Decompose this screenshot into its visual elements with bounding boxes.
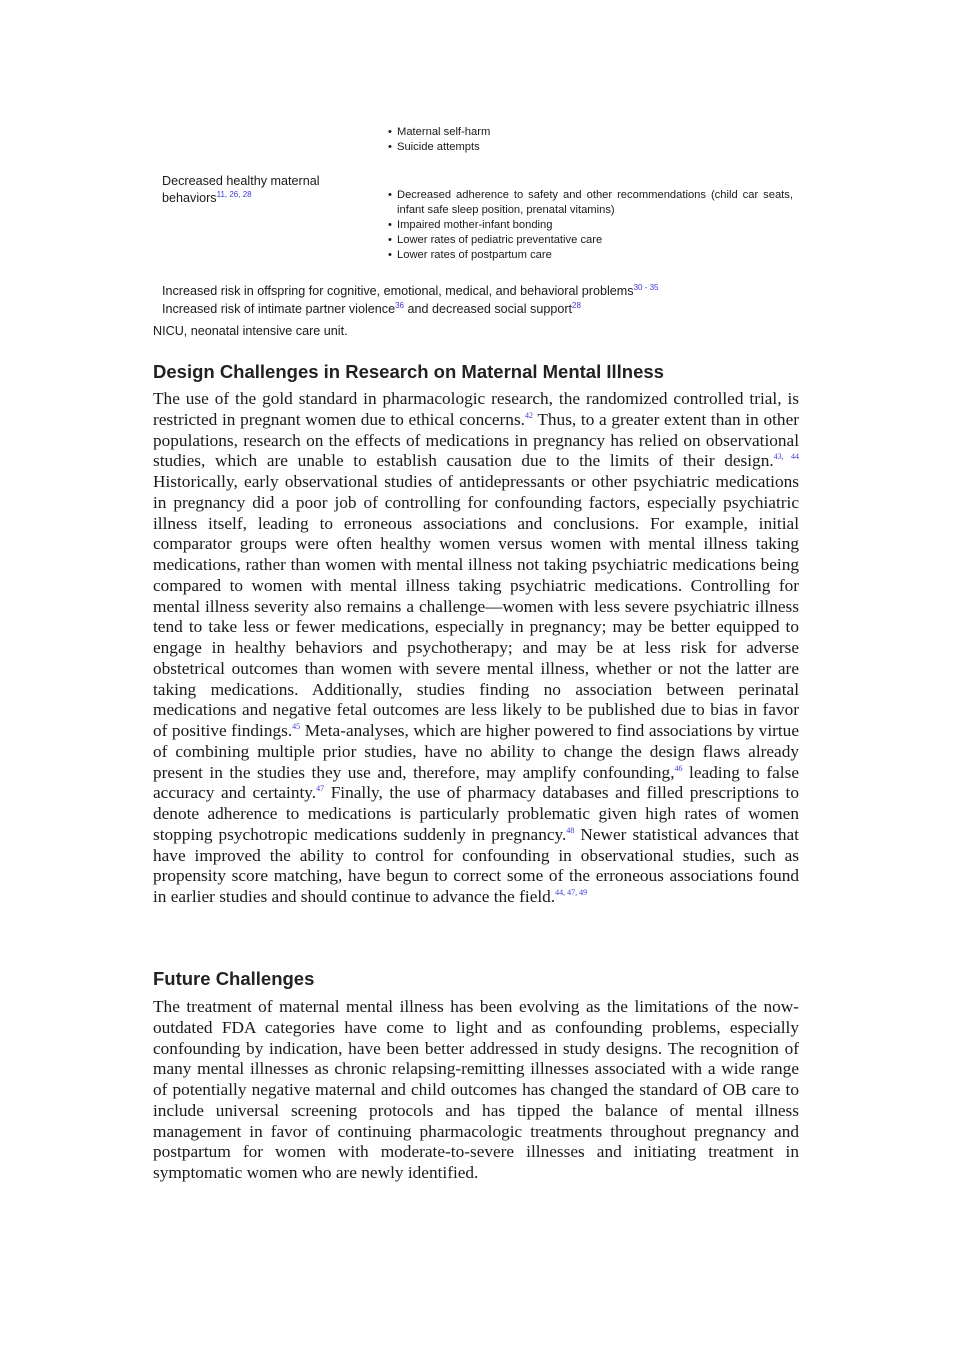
bullet-adherence: • Decreased adherence to safety and other recommendations (child car seats, infant safe sleep position, prenatal vitamins) [388, 188, 793, 218]
section-heading-future-challenges: Future Challenges [153, 968, 315, 989]
text-seg-5: leading to false accuracy and certainty. [153, 762, 799, 803]
section-heading-design-challenges: Design Challenges in Research on Maternal Mental Illness [153, 361, 664, 382]
table-footnote: NICU, neonatal intensive care unit. [153, 324, 348, 338]
row-offspring-risk [162, 283, 658, 299]
row-label-behaviors-text: Decreased healthy maternal behaviors [162, 174, 320, 205]
row-offspring-text: Increased risk in offspring for cognitive, emotional, medical, and behavioral problems [162, 284, 634, 298]
row-ipv-text-b: and decreased social support [404, 302, 573, 316]
citation-42[interactable]: 42 [525, 410, 533, 420]
text-seg-4: Meta-analyses, which are higher powered to find associations by virtue of combining multiple prior studies, have no ability to change the design flaws already present in the studies they use and, therefore, may amplify confounding, [153, 721, 799, 782]
citation-47[interactable]: 47 [316, 784, 325, 794]
bullet-postpartum-care: • Lower rates of postpartum care [388, 248, 793, 263]
citation-offspring[interactable]: 30 - 35 [633, 282, 659, 292]
row-label-behaviors [162, 173, 362, 206]
bullet-pediatric-care: • Lower rates of pediatric preventative care [388, 233, 793, 248]
bullet-bonding: • Impaired mother-infant bonding [388, 218, 793, 233]
bullet-self-harm: • Maternal self-harm [388, 125, 793, 140]
bullet-suicide-attempts: • Suicide attempts [388, 140, 793, 155]
citation-ipv[interactable]: 36 [395, 300, 405, 310]
paragraph-design-challenges [153, 389, 799, 908]
citation-social-support[interactable]: 28 [572, 300, 581, 310]
citation-behaviors[interactable]: 11, 26, 28 [216, 189, 252, 199]
paragraph-future-challenges: The treatment of maternal mental illness has been evolving as the limitations of the now-outdated FDA categories have come to light and as confounding problems, especially confounding by indication, have been better addressed in study designs. The recognition of many mental illnesses as chronic relapsing-remitting illnesses associated with a wide range of potentially negative maternal and child outcomes has changed the standard of OB care to include universal screening protocols and has tipped the balance of mental illness management in favor of continuing pharmacologic treatments throughout pregnancy and postpartum for women with moderate-to-severe illnesses and initiating treatment in symptomatic women who are newly identified. [153, 997, 799, 1182]
citation-46[interactable]: 46 [674, 763, 683, 773]
citation-44-47-49[interactable]: 44, 47, 49 [555, 888, 588, 898]
table-bullets-top [388, 125, 793, 155]
row-ipv-text-a: Increased risk of intimate partner violence [162, 302, 396, 316]
row-ipv-risk [162, 301, 581, 317]
text-seg-7: Newer statistical advances that have improved the ability to control for confounding in observational studies, such as propensity score matching, have begun to correct some of the erroneous associations found in earlier studies and should continue to advance the field. [153, 824, 799, 906]
text-seg-3: Historically, early observational studies of antidepressants or other psychiatric medications in pregnancy did a poor job of controlling for confounding factors, especially psychiatric illness itself, leading to erroneous associations and conclusions. For example, initial comparator groups were often healthy women versus women with mental illness taking medications, rather than women with mental illness not taking psychiatric medications being compared to women with mental illness taking psychiatric medications. Controlling for mental illness severity also remains a challenge—women with less severe psychiatric illness tend to take less or fewer medications, especially in pregnancy; may be better equipped to engage in healthy behaviors and psychotherapy; and may be at less risk for adverse obstetrical outcomes than women with severe mental illness, whether or not the latter are taking medications. Additionally, studies finding no association between perinatal medications and negative fetal outcomes are less likely to be published due to bias in favor of positive findings. [153, 472, 799, 740]
text-seg-1: The use of the gold standard in pharmacologic research, the randomized controlled trial, is restricted in pregnant women due to ethical concerns. [153, 389, 799, 429]
text-seg-6: Finally, the use of pharmacy databases and filled prescriptions to denote adherence to medications is particularly problematic given high rates of women stopping psychotropic medications suddenly in pregnancy. [153, 783, 799, 844]
citation-48[interactable]: 48 [566, 825, 575, 835]
text-seg-2: Thus, to a greater extent than in other populations, research on the effects of medications in pregnancy has relied on observational studies, which are unable to establish causation due to the limits of their design. [153, 409, 799, 471]
citation-45[interactable]: 45 [292, 722, 301, 732]
table-bullets-behaviors [388, 188, 793, 263]
citation-43-44[interactable]: 43, 44 [773, 452, 799, 462]
